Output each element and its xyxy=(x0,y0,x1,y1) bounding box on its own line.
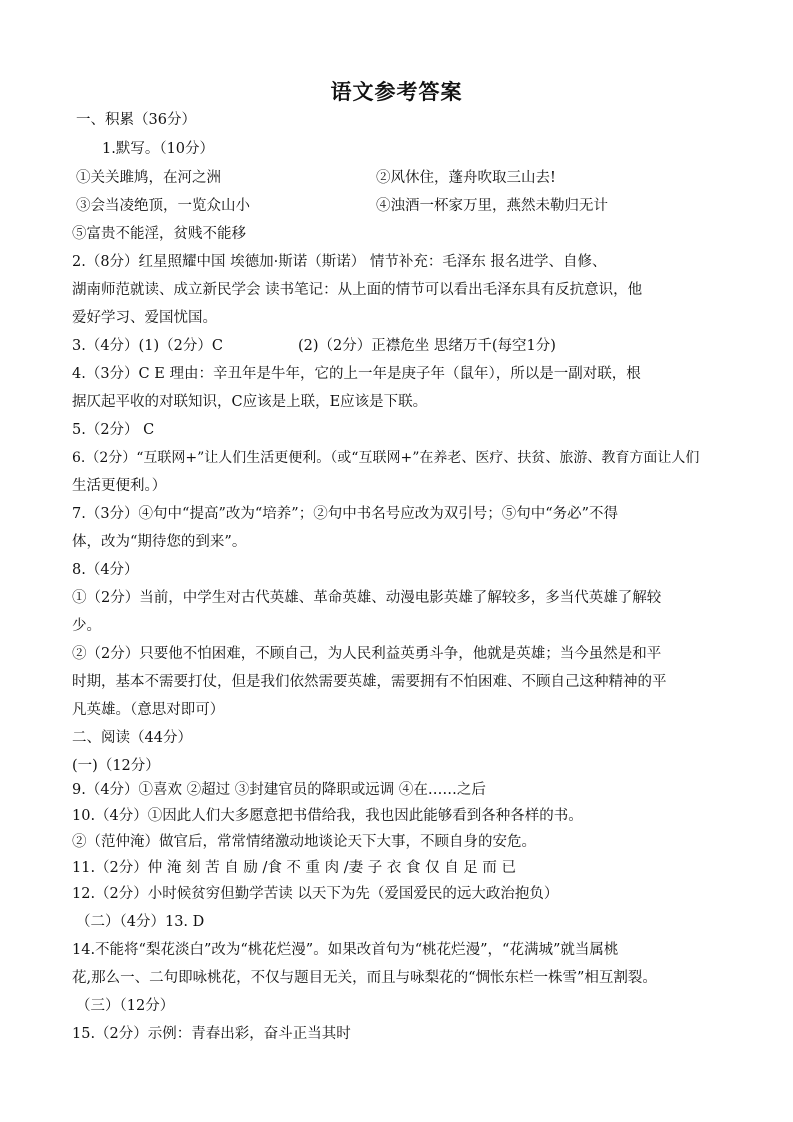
answer-line: 体，改为“期待您的到来”。 xyxy=(72,534,247,550)
page-title: 语文参考答案 xyxy=(330,79,463,104)
answer-item: ②风休住，蓬舟吹取三山去! xyxy=(376,170,556,186)
subsection-heading: （三）（12分） xyxy=(76,998,175,1014)
question-heading: 1.默写。（10分） xyxy=(102,141,215,157)
answer-line: 据仄起平收的对联知识，C应该是上联，E应该是下联。 xyxy=(72,394,428,410)
question-heading: 8.（4分） xyxy=(72,562,139,578)
answer-line: 时期，基本不需要打仗，但是我们依然需要英雄，需要拥有不怕困难、不顾自己这种精神的平 xyxy=(72,674,667,690)
answer-item: 3.（4分）(1)（2分）C xyxy=(72,338,223,354)
answer-line: ②（2分）只要他不怕困难，不顾自己，为人民利益英勇斗争，他就是英雄；当今虽然是和平 xyxy=(72,646,662,662)
answer-line: 湖南师范就读、成立新民学会 读书笔记：从上面的情节可以看出毛泽东具有反抗意识，他 xyxy=(72,282,643,298)
answer-line: 10.（4分）①因此人们大多愿意把书借给我，我也因此能够看到各种各样的书。 xyxy=(72,808,583,824)
answer-line: 6.（2分）“互联网+”让人们生活更便利。（或“互联网+”在养老、医疗、扶贫、旅游、教育方面让人们 xyxy=(72,450,700,466)
answer-item: (2)（2分）正襟危坐 思绪万千(每空1分) xyxy=(298,338,556,354)
answer-line: 7.（3分）④句中“提高”改为“培养”；②句中书名号应改为双引号；⑤句中“务必”不得 xyxy=(72,506,619,522)
answer-line: 14.不能将“梨花淡白”改为“桃花烂漫”。如果改首句为“桃花烂漫”，“花满城”就当属桃 xyxy=(72,942,619,958)
answer-line: 生活更便利。） xyxy=(72,478,167,494)
answer-line: 9.（4分）①喜欢 ②超过 ③封建官员的降职或远调 ④在……之后 xyxy=(72,782,486,798)
section-heading: 二、阅读（44分） xyxy=(72,730,192,746)
section-heading: 一、积累（36分） xyxy=(76,112,196,128)
subsection-heading: （二）（4分）13. D xyxy=(76,914,205,930)
answer-line: 4.（3分）C E 理由：辛丑年是牛年，它的上一年是庚子年（鼠年），所以是一副对联，根 xyxy=(72,366,641,382)
answer-line: 11.（2分）仲 淹 刻 苦 自 励 /食 不 重 肉 /妻 子 衣 食 仅 自 足 而 已 xyxy=(72,860,517,876)
answer-line xyxy=(76,196,736,216)
answer-line xyxy=(76,168,736,188)
answer-line: 15.（2分）示例：青春出彩，奋斗正当其时 xyxy=(72,1026,351,1042)
answer-line xyxy=(72,336,732,356)
subsection-heading: (一)（12分） xyxy=(72,758,160,774)
answer-line: ⑤富贵不能淫，贫贱不能移 xyxy=(72,226,246,242)
answer-item: ①关关雎鸠，在河之洲 xyxy=(76,170,221,186)
answer-line: ①（2分）当前，中学生对古代英雄、革命英雄、动漫电影英雄了解较多，多当代英雄了解较 xyxy=(72,590,662,606)
answer-item: ④浊酒一杯家万里，燕然未勒归无计 xyxy=(376,198,608,214)
answer-line: 12.（2分）小时候贫穷但勤学苦读 以天下为先（爱国爱民的远大政治抱负） xyxy=(72,886,559,902)
answer-line: ②（范仲淹）做官后，常常情绪激动地谈论天下大事，不顾自身的安危。 xyxy=(72,834,536,850)
answer-line: 花,那么一、二句即咏桃花，不仅与题目无关，而且与咏梨花的“惆怅东栏一株雪”相互割裂。 xyxy=(72,970,657,986)
answer-line: 凡英雄。（意思对即可） xyxy=(72,702,225,718)
answer-line: 少。 xyxy=(72,618,101,634)
answer-line: 5.（2分） C xyxy=(72,422,155,438)
answer-line: 2.（8分）红星照耀中国 埃德加·斯诺（斯诺） 情节补充：毛泽东 报名进学、自修、 xyxy=(72,254,607,270)
answer-line: 爱好学习、爱国忧国。 xyxy=(72,310,217,326)
answer-item: ③会当凌绝顶，一览众山小 xyxy=(76,198,250,214)
